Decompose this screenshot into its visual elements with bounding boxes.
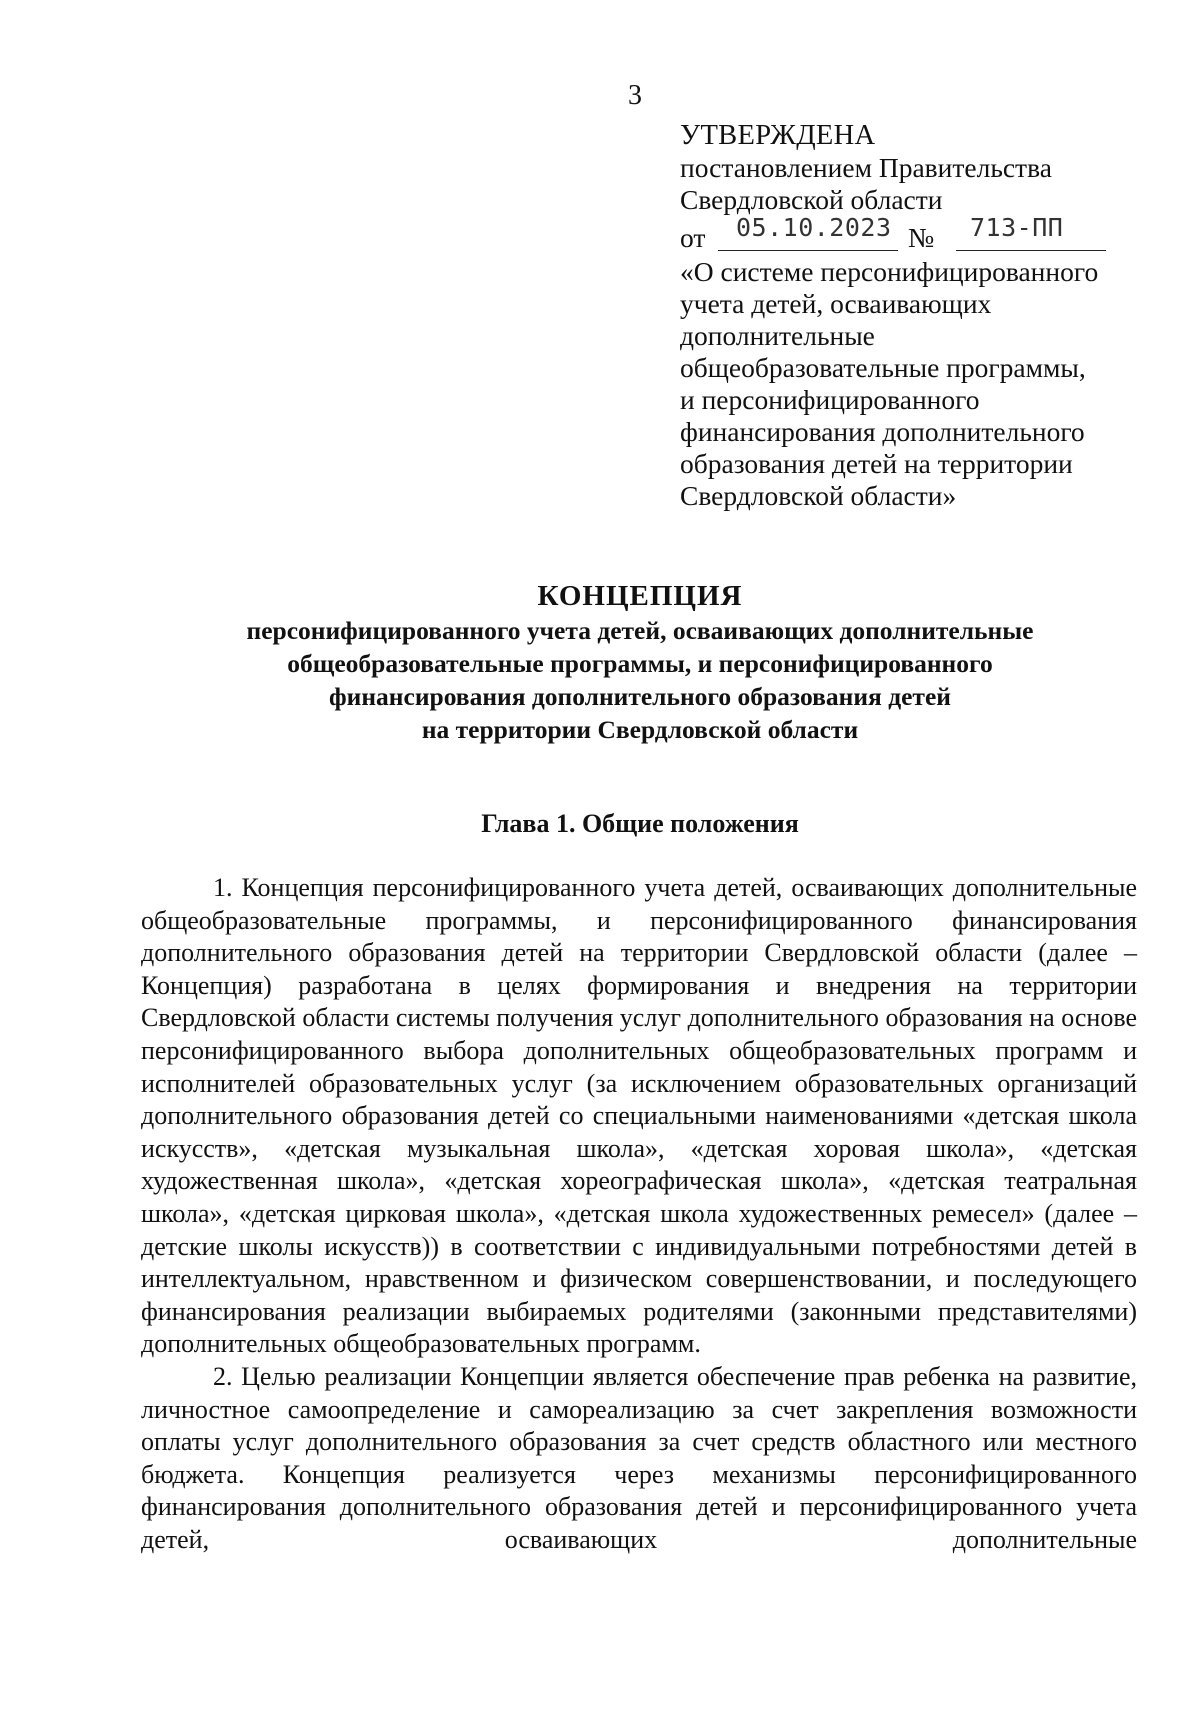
approval-line: постановлением Правительства	[680, 152, 1052, 183]
approval-subject-line: Свердловской области»	[680, 480, 957, 511]
approval-subject-line: учета детей, осваивающих	[680, 288, 992, 319]
approval-subject-line: общеобразовательные программы,	[680, 352, 1086, 383]
number-value: 713-ПП	[970, 213, 1064, 242]
approval-heading: УТВЕРЖДЕНА	[680, 120, 876, 151]
approval-subject-line: и персонифицированного	[680, 384, 980, 415]
document-title	[0, 578, 1200, 746]
body-text	[141, 872, 1137, 1556]
date-label: от	[680, 222, 706, 253]
document-title-line: общеобразовательные программы, и персонифицированного	[287, 649, 993, 678]
number-field	[956, 213, 1106, 251]
approval-block	[680, 120, 1120, 512]
approval-subject-line: дополнительные	[680, 320, 875, 351]
approval-line: Свердловской области	[680, 184, 943, 215]
date-number-row	[680, 213, 1120, 256]
date-value: 05.10.2023	[736, 213, 892, 242]
approval-subject-line: образования детей на территории	[680, 448, 1073, 479]
chapter-heading: Глава 1. Общие положения	[481, 809, 799, 838]
date-field	[718, 213, 898, 251]
document-title-main: КОНЦЕПЦИЯ	[537, 580, 743, 612]
paragraph-1: 1. Концепция персонифицированного учета детей, осваивающих дополнительные общеобразовательные программы, и персонифицированного финансирования дополнительного образования детей на территории Свердловской области (далее – Концепция) разработана в целях формирования и внедрения на территории Свердловской области системы получения услуг дополнительного образования на основе персонифицированного выбора дополнительных общеобразовательных программ и исполнителей образовательных услуг (за исключением образовательных организаций дополнительного образования детей со специальными наименованиями «детская школа искусств», «детская музыкальная школа», «детская хоровая школа», «детская художественная школа», «детская хореографическая школа», «детская театральная школа», «детская цирковая школа», «детская школа художественных ремесел» (далее – детские школы искусств)) в соответствии с индивидуальными потребностями детей в интеллектуальном, нравственном и физическом совершенствовании, и последующего финансирования реализации выбираемых родителями (законными представителями) дополнительных общеобразовательных программ.	[141, 873, 1137, 1359]
page-number: 3	[628, 80, 642, 111]
paragraph-2: 2. Целью реализации Концепции является обеспечение прав ребенка на развитие, личностное самоопределение и самореализацию за счет закрепления возможности оплаты услуг дополнительного образования за счет средств областного или местного бюджета. Концепция реализуется через механизмы персонифицированного финансирования дополнительного образования детей и персонифицированного учета детей, осваивающих дополнительные	[141, 1361, 1137, 1554]
document-title-line: на территории Свердловской области	[421, 715, 859, 744]
approval-subject-line: финансирования дополнительного	[680, 416, 1085, 447]
document-title-line: персонифицированного учета детей, осваивающих дополнительные	[246, 616, 1034, 645]
number-label: №	[908, 222, 935, 253]
approval-subject-line: «О системе персонифицированного	[680, 256, 1099, 287]
document-title-line: финансирования дополнительного образования детей	[329, 682, 951, 711]
